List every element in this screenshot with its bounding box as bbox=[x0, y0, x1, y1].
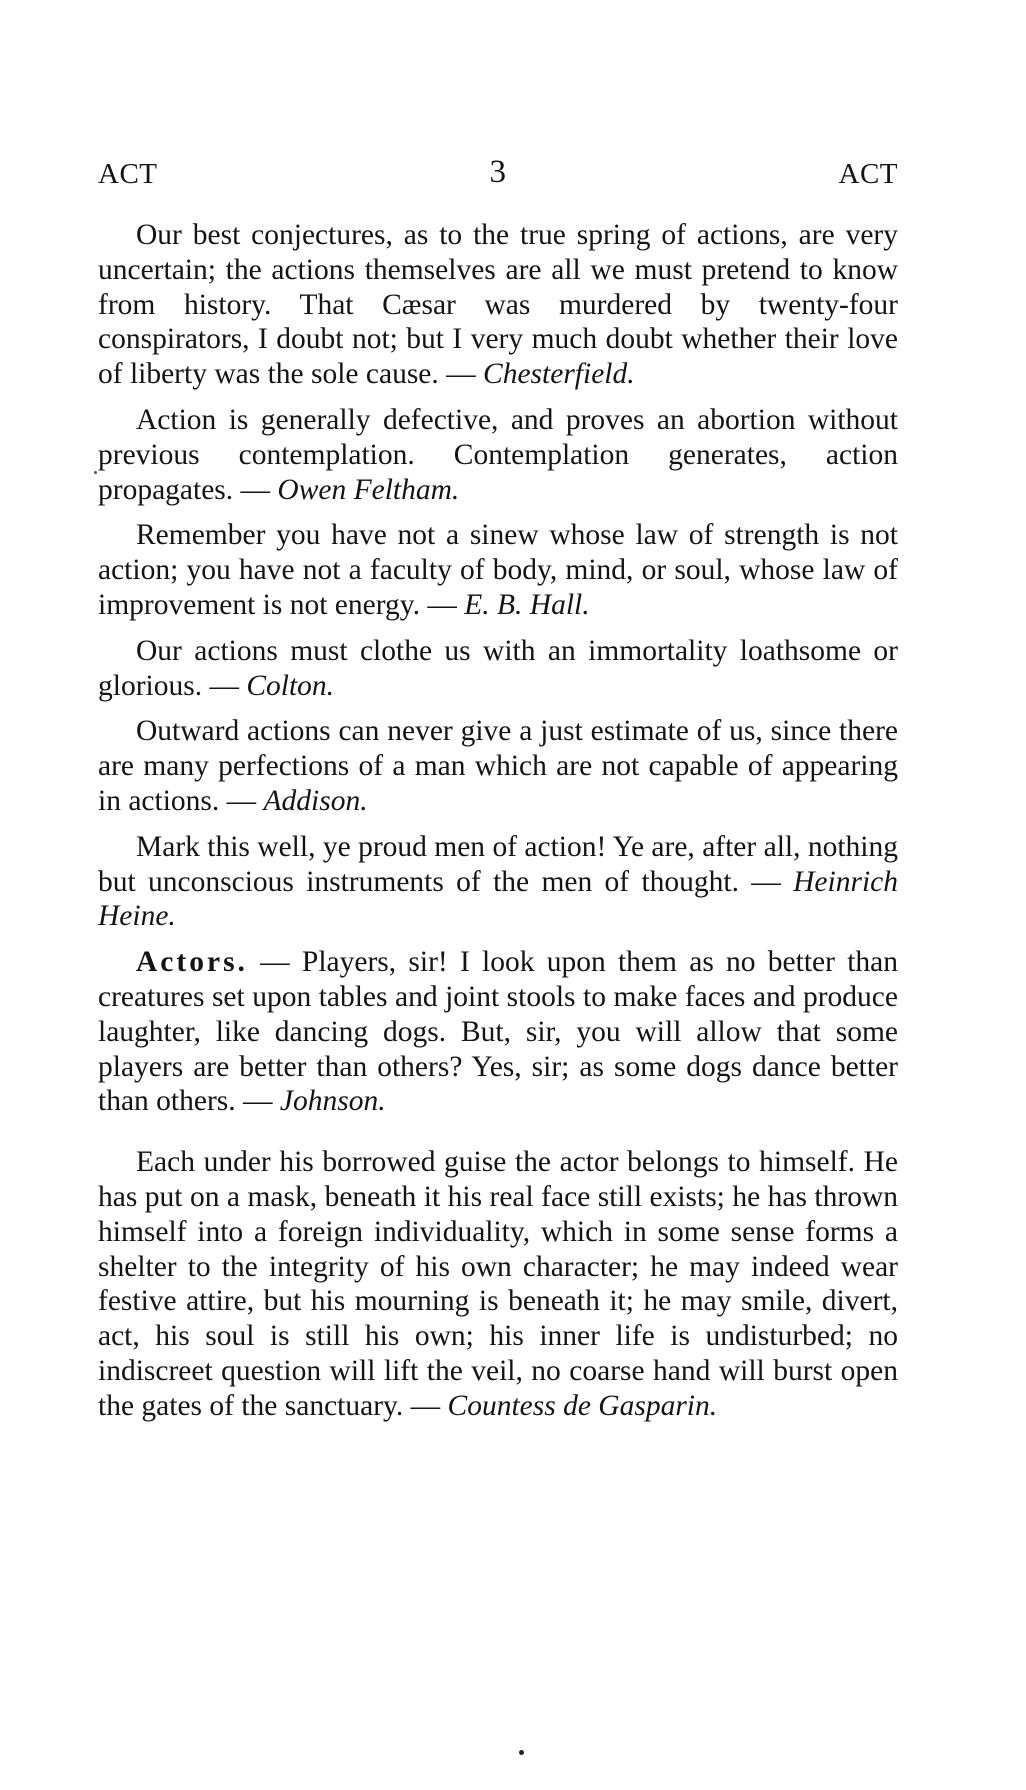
quote-attribution: Addison. bbox=[263, 784, 368, 817]
quote-paragraph bbox=[98, 1145, 898, 1423]
quote-attribution: E. B. Hall. bbox=[464, 588, 590, 621]
quote-paragraph bbox=[98, 634, 898, 704]
quote-attribution: Owen Feltham. bbox=[277, 473, 460, 506]
entry-term: Actors. bbox=[136, 946, 248, 979]
quote-text: Each under his borrowed guise the actor belongs to himself. He has put on a mask, beneath it his real face still exists; he has thrown himself into a foreign individuality, which in some sense forms a shelter to the integrity of his own character; he may indeed wear festive attire, but his mourning is beneath it; he may smile, divert, act, his soul is still his own; his inner life is undisturbed; no indiscreet question will lift the veil, no coarse hand will burst open the gates of the sanctuary. — bbox=[98, 1146, 898, 1422]
quote-text: — Players, sir! I look upon them as no better than creatures set upon tables and joint stools to make faces and produce laughter, like dancing dogs. But, sir, you will allow that some players are better than others? Yes, sir; as some dogs dance better than others. — bbox=[98, 946, 898, 1118]
quote-paragraph bbox=[98, 218, 898, 392]
header-left-word: ACT bbox=[98, 158, 158, 190]
quote-attribution: Heinrich Heine. bbox=[98, 865, 898, 933]
page-number: 3 bbox=[489, 154, 507, 190]
header-right-word: ACT bbox=[838, 158, 898, 190]
quote-text: Our best conjectures, as to the true spring of actions, are very uncertain; the actions themselves are all we must pretend to know from history. That Cæsar was murdered by twenty-four conspirators, I doubt not; but I very much doubt whether their love of liberty was the sole cause. — bbox=[98, 219, 898, 391]
bottom-dot-mark bbox=[519, 1750, 524, 1755]
quote-text: Remember you have not a sinew whose law of strength is not action; you have not a faculty of body, mind, or soul, whose law of improvement is not energy. — bbox=[98, 519, 898, 621]
page-body bbox=[98, 218, 898, 1435]
quote-paragraph bbox=[98, 714, 898, 818]
quote-attribution: Johnson. bbox=[279, 1085, 386, 1118]
quote-attribution: Chesterfield. bbox=[483, 358, 635, 391]
margin-dot-mark bbox=[94, 471, 97, 474]
quote-text: Mark this well, ye proud men of action! Ye are, after all, nothing but unconscious instruments of the men of thought. — bbox=[98, 830, 898, 898]
quote-text: Our actions must clothe us with an immortality loathsome or glorious. — bbox=[98, 634, 898, 702]
quote-text: Outward actions can never give a just estimate of us, since there are many perfections of a man which are not capable of appearing in actions. — bbox=[98, 715, 898, 817]
quote-text: Action is generally defective, and proves an abortion without previous contemplation. Contemplation generates, action propagates. — bbox=[98, 403, 898, 506]
quote-paragraph bbox=[98, 518, 898, 622]
entry-paragraph-actors bbox=[98, 945, 898, 1119]
quote-attribution: Countess de Gasparin. bbox=[447, 1389, 718, 1422]
quote-paragraph bbox=[98, 830, 898, 934]
quote-paragraph bbox=[98, 403, 898, 507]
running-header bbox=[98, 154, 898, 200]
quote-attribution: Colton. bbox=[246, 669, 335, 702]
